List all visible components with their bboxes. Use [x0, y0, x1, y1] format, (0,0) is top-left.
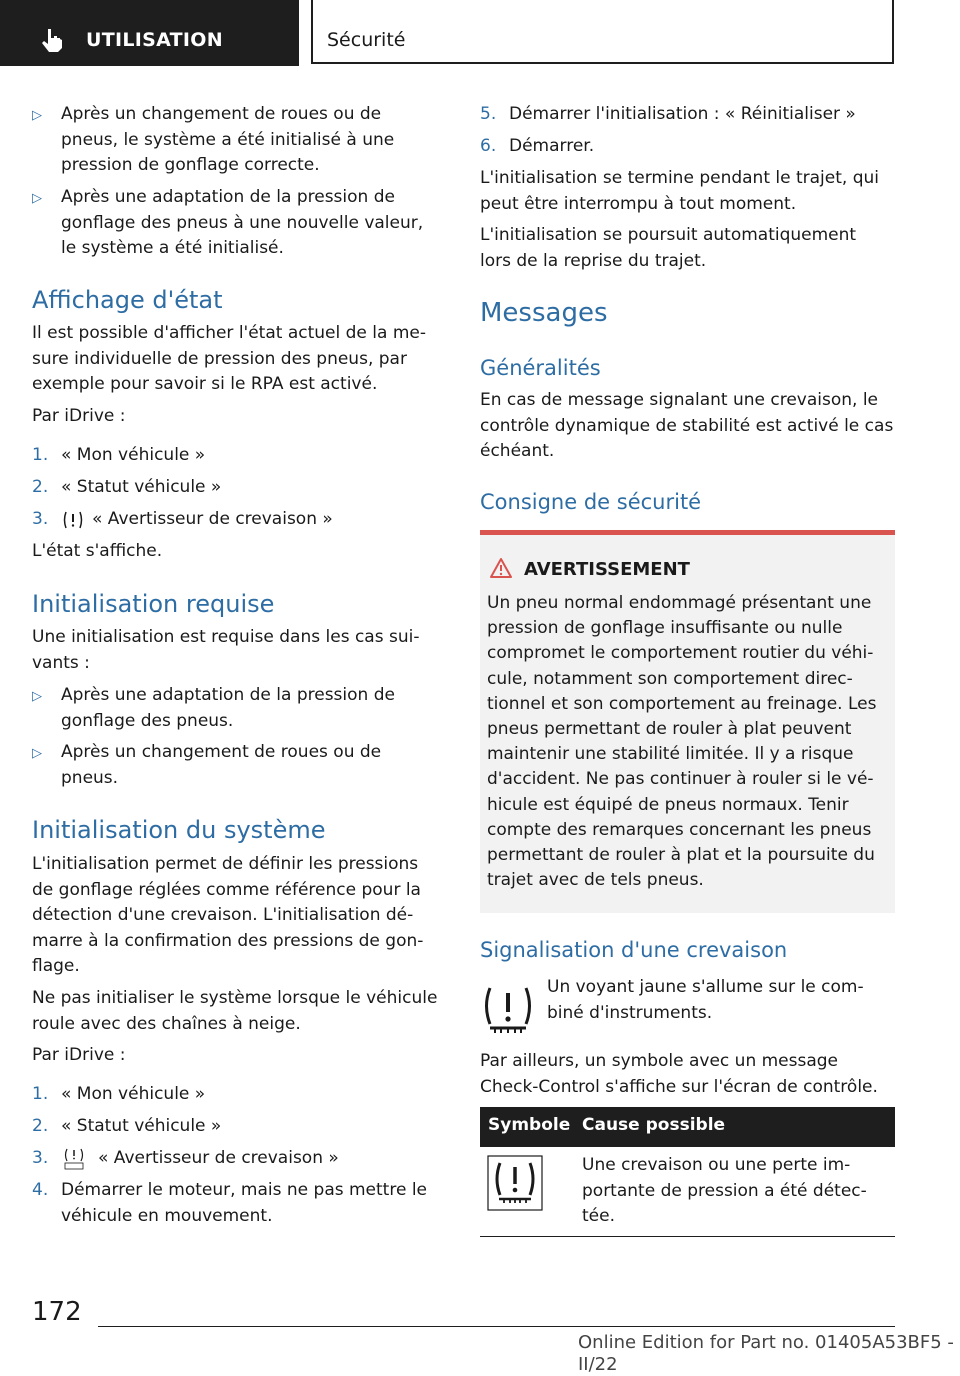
triangle-bullet-icon: ▷ — [32, 108, 42, 123]
tire-pressure-symbol-icon — [487, 1155, 543, 1211]
chapter-tab — [311, 0, 894, 64]
heading-consigne: Consigne de sécurité — [480, 490, 702, 514]
heading-initialisation-requise: Initialisation requise — [32, 590, 275, 618]
footer-rule — [98, 1326, 895, 1327]
tire-reset-icon — [62, 1148, 86, 1170]
requise-intro: Une initialisation est requise dans les cas sui-vants : — [32, 627, 420, 673]
heading-signalisation: Signalisation d'une crevaison — [480, 938, 788, 962]
page-header — [0, 0, 960, 66]
section-tab — [0, 0, 299, 66]
hand-pointer-icon — [38, 26, 66, 54]
warning-triangle-icon — [489, 557, 513, 579]
right-p2: L'initialisation se poursuit automatiquement lors de la reprise du trajet. — [480, 225, 857, 271]
tire-pressure-warning-icon — [481, 984, 535, 1036]
warning-title: AVERTISSEMENT — [524, 559, 690, 580]
section-title: UTILISATION — [86, 29, 223, 51]
affichage-result: L'état s'affiche. — [32, 541, 163, 561]
par-idrive-label: Par iDrive : — [32, 1045, 126, 1065]
column-header-symbol: Symbole — [488, 1115, 571, 1135]
right-p1: L'initialisation se termine pendant le trajet, qui peut être interrompu à tout moment. — [480, 168, 879, 214]
warning-box — [480, 535, 895, 913]
systeme-p2: Ne pas initialiser le système lorsque le véhicule roule avec des chaînes à neige. — [32, 988, 438, 1034]
page-number: 172 — [32, 1297, 82, 1327]
triangle-bullet-icon: ▷ — [32, 689, 42, 704]
generalites-text: En cas de message signalant une crevaison, le contrôle dynamique de stabilité est activé le cas échéant. — [480, 390, 894, 461]
heading-messages: Messages — [480, 298, 608, 328]
chapter-title: Sécurité — [327, 29, 406, 51]
table-cell-cause: Une crevaison ou une perte im-portante de pression a été détec-tée. — [582, 1155, 867, 1226]
par-idrive-label: Par iDrive : — [32, 406, 126, 426]
affichage-intro: Il est possible d'afficher l'état actuel de la me-sure individuelle de pression des pneus, par exemple pour savoir si le RPA est activé. — [32, 323, 426, 394]
signalisation-text: Un voyant jaune s'allume sur le com-biné d'instruments. — [547, 977, 864, 1023]
systeme-p1: L'initialisation permet de définir les pressions de gonflage réglées comme référence pour la détection d'une crevaison. L'initialisation dé-marre à la confirmation des pressions de gon-flage. — [32, 854, 424, 976]
heading-initialisation-systeme: Initialisation du système — [32, 816, 326, 844]
triangle-bullet-icon: ▷ — [32, 191, 42, 206]
table-header — [480, 1107, 895, 1147]
warning-body: Un pneu normal endommagé présentant une pression de gonflage insuffisante ou nulle compromet le comportement routier du véhi-cule, notamment son comportement direc-tionnel et son comportement au freinage. Les pneus permettant de rouler à plat peuvent maintenir une stabilité limitée. Il y a risque d'accident. Ne pas continuer à rouler si le vé-hicule est équipé de pneus normaux. Tenir compte des remarques concernant les pneus permettant de rouler à plat et la poursuite du trajet avec de tels pneus. — [487, 593, 877, 891]
column-header-cause: Cause possible — [582, 1115, 726, 1135]
heading-generalites: Généralités — [480, 356, 601, 380]
triangle-bullet-icon: ▷ — [32, 746, 42, 761]
footer-edition: Online Edition for Part no. 01405A53BF5 - II/22 — [578, 1332, 954, 1375]
table-bottom-rule — [480, 1236, 895, 1237]
ailleurs-text: Par ailleurs, un symbole avec un message Check-Control s'affiche sur l'écran de contrôle. — [480, 1051, 878, 1097]
heading-affichage: Affichage d'état — [32, 286, 223, 314]
tire-warning-icon — [62, 510, 84, 530]
